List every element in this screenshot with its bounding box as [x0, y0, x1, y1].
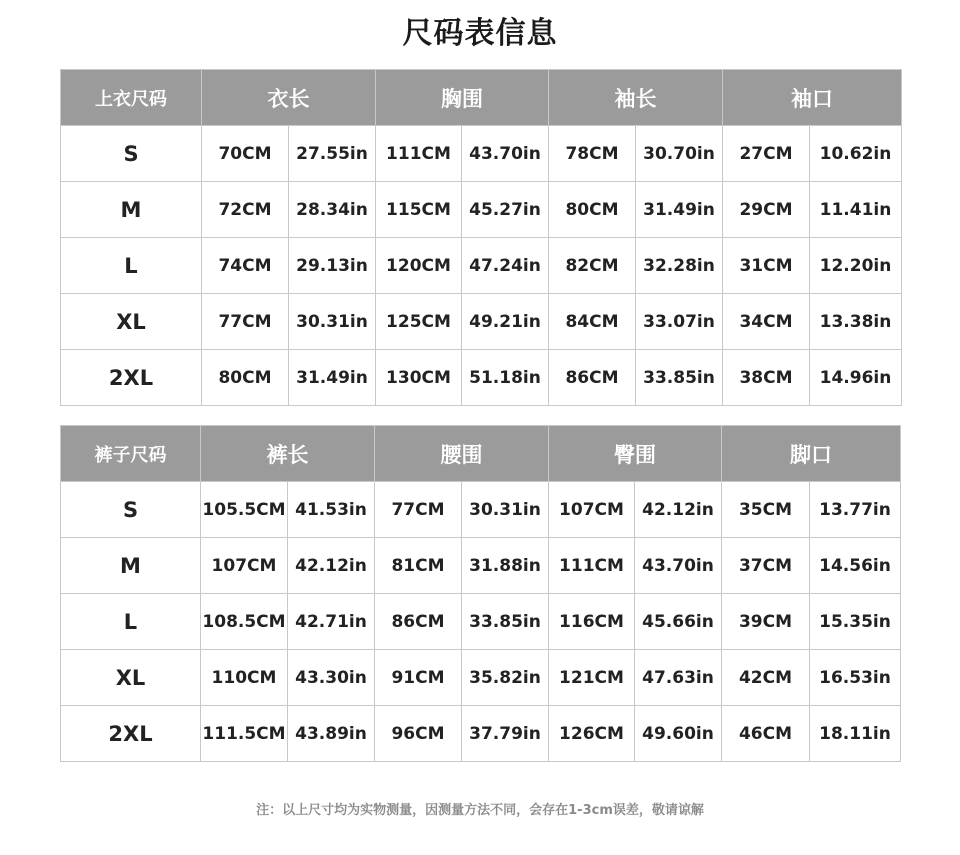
table-row [61, 650, 901, 706]
inch-value-cell: 13.38in [810, 294, 902, 350]
cm-value-cell: 91CM [375, 650, 462, 706]
cm-value-cell: 120CM [376, 238, 462, 294]
cm-value-cell: 126CM [549, 706, 635, 762]
size-cell: L [61, 594, 201, 650]
cm-value-cell: 107CM [549, 482, 635, 538]
inch-value-cell: 47.63in [635, 650, 722, 706]
size-cell: XL [61, 650, 201, 706]
size-cell: M [61, 538, 201, 594]
inch-value-cell: 32.28in [636, 238, 723, 294]
bottom-size-table [60, 425, 901, 762]
cm-value-cell: 86CM [549, 350, 636, 406]
cm-value-cell: 105.5CM [201, 482, 288, 538]
inch-value-cell: 27.55in [289, 126, 376, 182]
inch-value-cell: 33.85in [462, 594, 549, 650]
inch-value-cell: 45.66in [635, 594, 722, 650]
inch-value-cell: 42.12in [288, 538, 375, 594]
size-label-header: 上衣尺码 [61, 70, 202, 126]
size-label-header: 裤子尺码 [61, 426, 201, 482]
inch-value-cell: 14.96in [810, 350, 902, 406]
inch-value-cell: 43.89in [288, 706, 375, 762]
cm-value-cell: 130CM [376, 350, 462, 406]
inch-value-cell: 31.88in [462, 538, 549, 594]
cm-value-cell: 121CM [549, 650, 635, 706]
cm-value-cell: 72CM [202, 182, 289, 238]
measure-group-header: 衣长 [202, 70, 376, 126]
cm-value-cell: 77CM [202, 294, 289, 350]
cm-value-cell: 46CM [722, 706, 810, 762]
measure-group-header: 脚口 [722, 426, 901, 482]
cm-value-cell: 80CM [202, 350, 289, 406]
inch-value-cell: 42.71in [288, 594, 375, 650]
inch-value-cell: 37.79in [462, 706, 549, 762]
inch-value-cell: 43.30in [288, 650, 375, 706]
table-row [61, 538, 901, 594]
inch-value-cell: 49.60in [635, 706, 722, 762]
cm-value-cell: 84CM [549, 294, 636, 350]
measure-group-header: 胸围 [376, 70, 549, 126]
inch-value-cell: 10.62in [810, 126, 902, 182]
cm-value-cell: 35CM [722, 482, 810, 538]
inch-value-cell: 33.85in [636, 350, 723, 406]
cm-value-cell: 38CM [723, 350, 810, 406]
cm-value-cell: 110CM [201, 650, 288, 706]
inch-value-cell: 18.11in [810, 706, 901, 762]
top-size-table [60, 69, 902, 406]
cm-value-cell: 116CM [549, 594, 635, 650]
cm-value-cell: 31CM [723, 238, 810, 294]
inch-value-cell: 14.56in [810, 538, 901, 594]
cm-value-cell: 42CM [722, 650, 810, 706]
size-cell: L [61, 238, 202, 294]
inch-value-cell: 12.20in [810, 238, 902, 294]
inch-value-cell: 29.13in [289, 238, 376, 294]
inch-value-cell: 16.53in [810, 650, 901, 706]
cm-value-cell: 115CM [376, 182, 462, 238]
inch-value-cell: 45.27in [462, 182, 549, 238]
measure-group-header: 腰围 [375, 426, 549, 482]
inch-value-cell: 43.70in [462, 126, 549, 182]
inch-value-cell: 30.31in [289, 294, 376, 350]
cm-value-cell: 96CM [375, 706, 462, 762]
inch-value-cell: 31.49in [636, 182, 723, 238]
inch-value-cell: 49.21in [462, 294, 549, 350]
footnote: 注：以上尺寸均为实物测量，因测量方法不同，会存在1-3cm误差，敬请谅解 [256, 803, 704, 818]
size-cell: 2XL [61, 350, 202, 406]
measure-group-header: 裤长 [201, 426, 375, 482]
cm-value-cell: 111.5CM [201, 706, 288, 762]
inch-value-cell: 51.18in [462, 350, 549, 406]
cm-value-cell: 107CM [201, 538, 288, 594]
cm-value-cell: 86CM [375, 594, 462, 650]
cm-value-cell: 82CM [549, 238, 636, 294]
size-cell: 2XL [61, 706, 201, 762]
inch-value-cell: 47.24in [462, 238, 549, 294]
inch-value-cell: 30.31in [462, 482, 549, 538]
cm-value-cell: 37CM [722, 538, 810, 594]
table-row [61, 594, 901, 650]
size-cell: S [61, 126, 202, 182]
size-cell: M [61, 182, 202, 238]
table-row [61, 350, 902, 406]
table-row [61, 482, 901, 538]
inch-value-cell: 35.82in [462, 650, 549, 706]
inch-value-cell: 28.34in [289, 182, 376, 238]
cm-value-cell: 77CM [375, 482, 462, 538]
table-row [61, 182, 902, 238]
inch-value-cell: 42.12in [635, 482, 722, 538]
inch-value-cell: 13.77in [810, 482, 901, 538]
cm-value-cell: 78CM [549, 126, 636, 182]
cm-value-cell: 111CM [549, 538, 635, 594]
table-row [61, 238, 902, 294]
cm-value-cell: 70CM [202, 126, 289, 182]
inch-value-cell: 33.07in [636, 294, 723, 350]
inch-value-cell: 11.41in [810, 182, 902, 238]
cm-value-cell: 111CM [376, 126, 462, 182]
table-row [61, 294, 902, 350]
table-header-row [61, 426, 901, 482]
cm-value-cell: 27CM [723, 126, 810, 182]
page-title: 尺码表信息 [402, 16, 558, 51]
cm-value-cell: 80CM [549, 182, 636, 238]
measure-group-header: 袖长 [549, 70, 723, 126]
size-cell: S [61, 482, 201, 538]
table-row [61, 126, 902, 182]
measure-group-header: 袖口 [723, 70, 902, 126]
inch-value-cell: 31.49in [289, 350, 376, 406]
inch-value-cell: 30.70in [636, 126, 723, 182]
table-header-row [61, 70, 902, 126]
inch-value-cell: 15.35in [810, 594, 901, 650]
inch-value-cell: 43.70in [635, 538, 722, 594]
cm-value-cell: 39CM [722, 594, 810, 650]
cm-value-cell: 29CM [723, 182, 810, 238]
cm-value-cell: 108.5CM [201, 594, 288, 650]
inch-value-cell: 41.53in [288, 482, 375, 538]
size-cell: XL [61, 294, 202, 350]
cm-value-cell: 125CM [376, 294, 462, 350]
cm-value-cell: 74CM [202, 238, 289, 294]
cm-value-cell: 34CM [723, 294, 810, 350]
cm-value-cell: 81CM [375, 538, 462, 594]
table-row [61, 706, 901, 762]
measure-group-header: 臀围 [549, 426, 722, 482]
